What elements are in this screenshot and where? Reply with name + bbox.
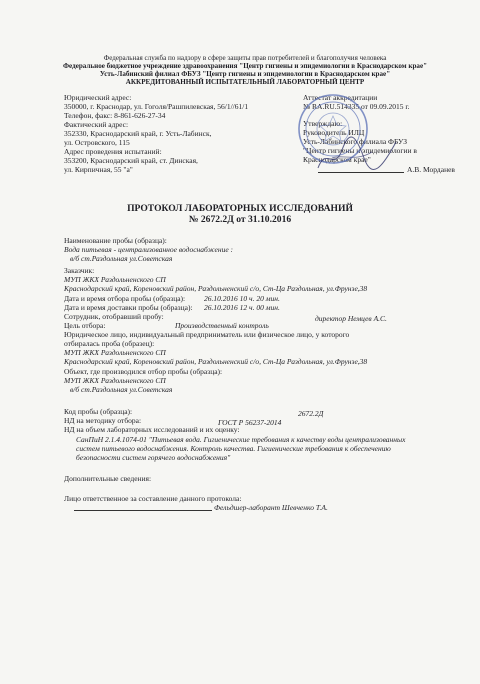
norm-doc-label: НД на объем лабораторных исследований и их оценку: <box>64 425 240 434</box>
approval-line3: Усть-Лабинского филиала ФБУЗ <box>303 137 407 146</box>
object-location: в/б ст.Раздольная ул.Советская <box>70 385 173 394</box>
norm-doc-line1: СанПиН 2.1.4.1074-01 "Питьевая вода. Гигиенические требования к качеству воды централизованных <box>76 435 406 444</box>
test-address-line1: 353200, Краснодарский край, ст. Динская, <box>64 156 198 165</box>
entity-label-line1: Юридическое лицо, индивидуальный предприниматель или физическое лицо, у которого <box>64 330 350 339</box>
customer-address: Краснодарский край, Кореновский район, Раздольненский с/о, Ст-Ца Раздольная, ул.Фрунзе,38 <box>64 284 368 293</box>
customer-label: Заказчик: <box>64 266 95 275</box>
accreditation-number: № RA.RU.514335 от 09.09.2015 г. <box>303 102 410 111</box>
sampling-datetime-value: 26.10.2016 10 ч. 20 мин. <box>204 294 280 303</box>
responsible-name: Фельдшер-лаборант Шевченко Т.А. <box>214 503 328 512</box>
delivery-datetime-value: 26.10.2016 12 ч. 00 мин. <box>204 303 280 312</box>
approval-line4: "Центр гигиены и эпидемиологии в <box>303 146 417 155</box>
legal-address-value: 350000, г. Краснодар, ул. Гоголя/Рашпилевская, 56/1//61/1 <box>64 102 249 111</box>
actual-address-line1: 352330, Краснодарский край, г. Усть-Лабинск, <box>64 129 212 138</box>
responsible-signature-line <box>74 510 212 511</box>
signature-scribble <box>312 128 402 178</box>
sampling-method-value: ГОСТ Р 56237-2014 <box>218 418 282 427</box>
norm-doc-line3: безопасности систем горячего водоснабжения" <box>76 453 231 462</box>
sample-name-line1: Вода питьевая - централизованное водоснабжение : <box>64 245 234 254</box>
sampling-datetime-label: Дата и время отбора пробы (образца): <box>64 294 186 303</box>
actual-address-line2: ул. Островского, 115 <box>64 138 130 147</box>
norm-doc-line2: систем питьевого водоснабжения. Контроль качества. Гигиенические требования к обеспечению <box>76 444 391 453</box>
object-name: МУП ЖКХ Раздольненского СП <box>64 376 166 385</box>
entity-label-line2: отбиралась проба (образец): <box>64 339 155 348</box>
sample-name-line2: в/б ст.Раздольная ул.Советская <box>70 254 173 263</box>
header-center: АККРЕДИТОВАННЫЙ ИСПЫТАТЕЛЬНЫЙ ЛАБОРАТОРНЫЙ ЦЕНТР <box>125 78 365 86</box>
sampler-value: директор Немцев А.С. <box>315 314 387 323</box>
test-address-line2: ул. Кирпичная, 55 "а" <box>64 165 133 174</box>
approval-line2: Руководитель ИЛЦ <box>303 128 365 137</box>
purpose-value: Производственный контроль <box>175 321 269 330</box>
sampling-method-label: НД на методику отбора: <box>64 416 142 425</box>
sampler-label: Сотрудник, отобравший пробу: <box>64 312 164 321</box>
accreditation-label: Аттестат аккредитации <box>303 93 378 102</box>
entity-name: МУП ЖКХ Раздольненского СП <box>64 348 166 357</box>
phone-fax: Телефон, факс: 8-861-626-27-34 <box>64 111 166 120</box>
approval-line5: Краснодарском крае" <box>303 155 371 164</box>
test-address-label: Адрес проведения испытаний: <box>64 147 162 156</box>
header-agency: Федеральная служба по надзору в сфере защиты прав потребителей и благополучия человека <box>103 54 387 62</box>
address-block <box>64 93 248 174</box>
approval-line1: Утверждаю: <box>303 119 343 128</box>
legal-address-label: Юридический адрес: <box>64 93 132 102</box>
sample-code-value: 2672.2Д <box>298 409 324 418</box>
sample-name-label: Наименование пробы (образца): <box>64 236 167 245</box>
sample-code-label: Код пробы (образца): <box>64 407 133 416</box>
responsible-label: Лицо ответственное за составление данного протокола: <box>64 494 242 503</box>
header-institution: Федеральное бюджетное учреждение здравоохранения "Центр гигиены и эпидемиологии в Краснодарском крае" <box>62 62 428 70</box>
purpose-label: Цель отбора: <box>64 321 106 330</box>
actual-address-label: Фактический адрес: <box>64 120 129 129</box>
delivery-datetime-label: Дата и время доставки пробы (образца): <box>64 303 193 312</box>
header-branch: Усть-Лабинский филиал ФБУЗ "Центр гигиены и эпидемиологии в Краснодарском крае" <box>99 70 391 78</box>
entity-address: Краснодарский край, Кореновский район, Раздольненский с/о, Ст-Ца Раздольная, ул.Фрунзе,38 <box>64 357 368 366</box>
protocol-number: № 2672.2Д от 31.10.2016 <box>188 214 292 225</box>
object-label: Объект, где производился отбор пробы (образца): <box>64 367 223 376</box>
approver-name: А.В. Морданев <box>407 165 455 174</box>
additional-info-label: Дополнительные сведения: <box>64 474 152 483</box>
protocol-title: ПРОТОКОЛ ЛАБОРАТОРНЫХ ИССЛЕДОВАНИЙ <box>127 203 353 214</box>
customer-name: МУП ЖКХ Раздольненского СП <box>64 275 166 284</box>
